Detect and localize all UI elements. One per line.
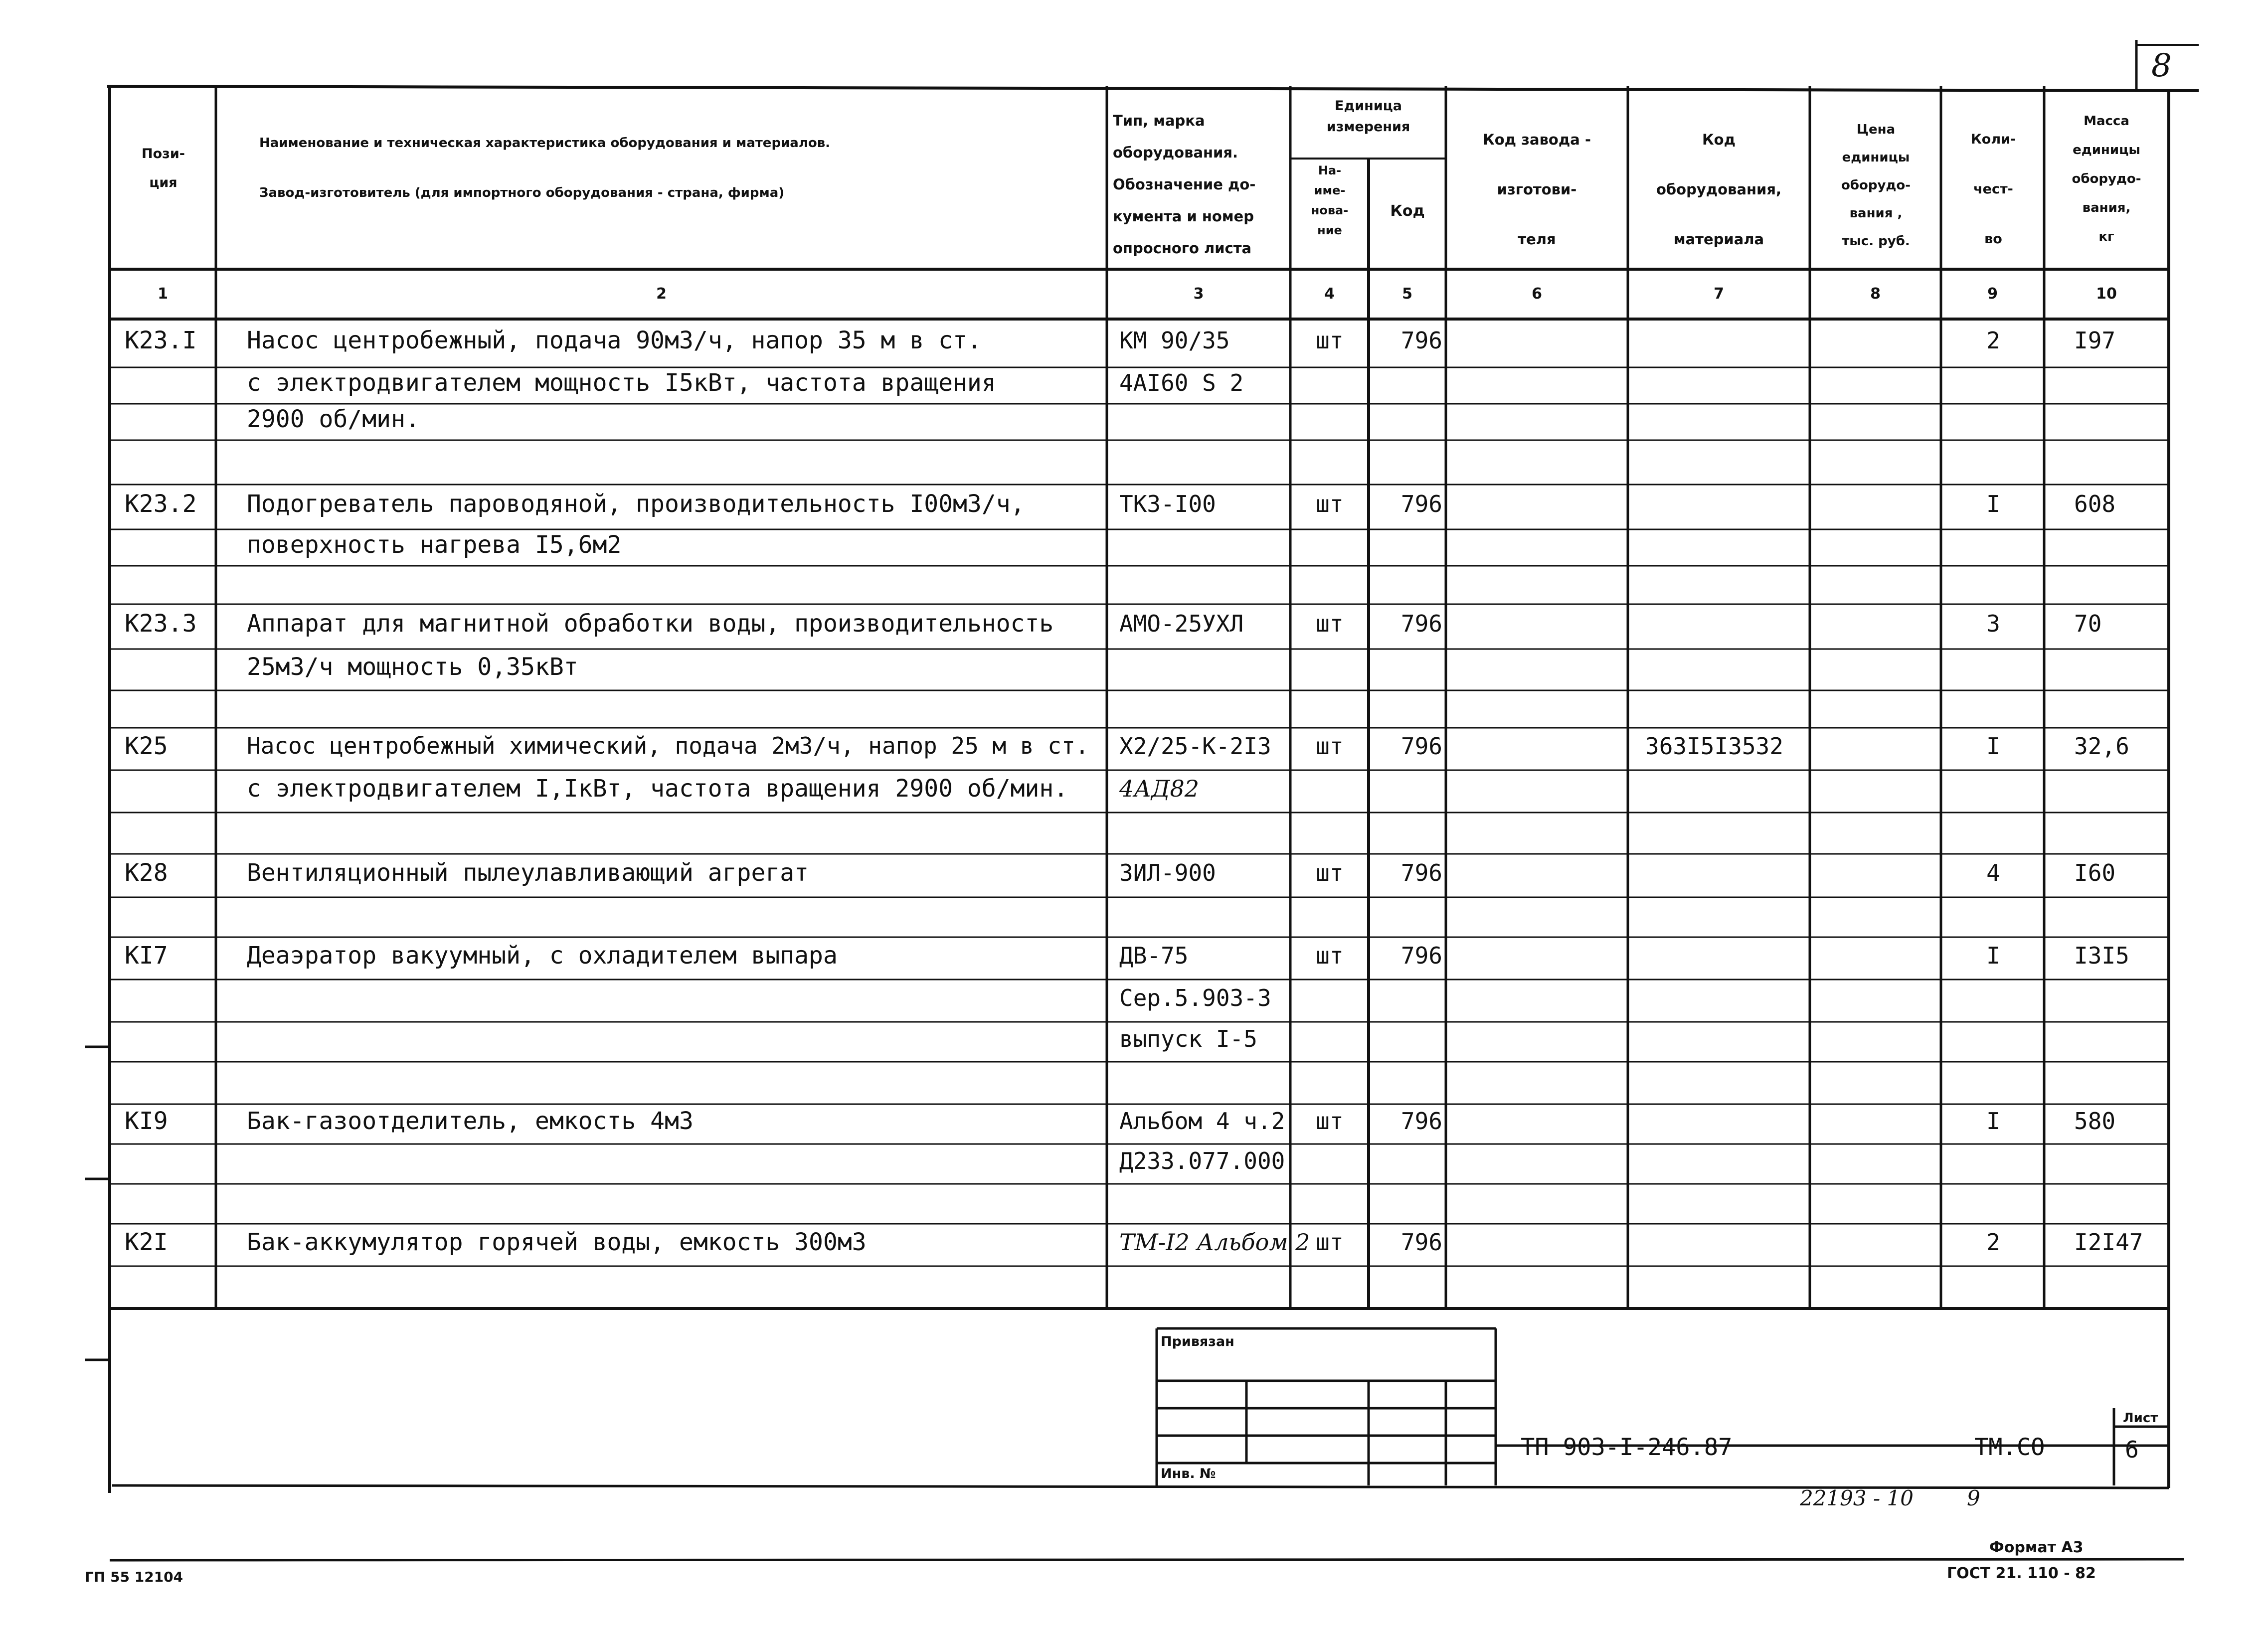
cell-pos: КI9 xyxy=(125,1107,168,1135)
cell-code: 796 xyxy=(1400,732,1442,760)
cell-qty: I xyxy=(1986,1108,2000,1135)
cell-mass: 70 xyxy=(2074,610,2102,637)
cell-pos: К25 xyxy=(125,732,168,760)
cell-unit: шт xyxy=(1316,732,1344,760)
cell-name: Деаэратор вакуумный, с охладителем выпара xyxy=(247,941,838,970)
column-number: 4 xyxy=(1324,285,1335,303)
cell-type: ДВ-75 xyxy=(1119,942,1189,969)
column-number: 6 xyxy=(1532,285,1542,303)
cell-name: Бак-аккумулятор горячей воды, емкость 300м3 xyxy=(247,1228,867,1256)
column-number: 7 xyxy=(1714,285,1724,303)
column-number: 3 xyxy=(1193,285,1204,303)
cell-type: Х2/25-К-2I3 xyxy=(1119,732,1271,760)
cell-mass: 608 xyxy=(2074,491,2116,517)
cell-qty: 3 xyxy=(1986,610,2000,637)
cell-mass: I2I47 xyxy=(2074,1228,2143,1256)
gp-number: ГП 55 12104 xyxy=(85,1569,183,1585)
column-number: 8 xyxy=(1870,285,1881,303)
column-number: 5 xyxy=(1402,285,1412,303)
cell-qty: 2 xyxy=(1986,1228,2000,1256)
cell-type: АМО-25УХЛ xyxy=(1119,610,1244,637)
stamp-document-code: ТП 903-I-246.87 xyxy=(1521,1434,1733,1461)
cell-type: Д233.077.000 xyxy=(1119,1147,1285,1174)
cell-pos: К23.2 xyxy=(125,490,197,518)
cell-code: 796 xyxy=(1400,1228,1442,1256)
column-number: 2 xyxy=(656,285,667,303)
cell-pos: К2I xyxy=(125,1228,168,1256)
cell-mass: I60 xyxy=(2074,859,2116,886)
stamp-inventory-number: Инв. № xyxy=(1161,1466,1216,1481)
cell-unit: шт xyxy=(1316,1108,1344,1135)
cell-type: КМ 90/35 xyxy=(1119,327,1230,354)
cell-qty: 4 xyxy=(1986,859,2000,886)
cell-name: 2900 об/мин. xyxy=(247,405,420,433)
page-number: 8 xyxy=(2151,47,2172,84)
cell-code: 796 xyxy=(1400,859,1442,886)
cell-type: Сер.5.903-3 xyxy=(1119,984,1271,1011)
cell-code: 796 xyxy=(1400,942,1442,969)
cell-mass: I97 xyxy=(2074,327,2116,354)
header-quantity: Коли- чест- во xyxy=(1970,132,2016,247)
cell-qty: I xyxy=(1986,491,2000,517)
cell-code: 796 xyxy=(1400,1108,1442,1135)
cell-name: с электродвигателем I,IкВт, частота вращения 2900 об/мин. xyxy=(247,774,1068,803)
cell-name: Бак-газоотделитель, емкость 4м3 xyxy=(247,1107,694,1135)
column-number: 1 xyxy=(158,285,168,303)
cell-code: 796 xyxy=(1400,610,1442,637)
cell-code: 796 xyxy=(1400,327,1442,354)
cell-type: 4АI60 S 2 xyxy=(1119,369,1244,396)
cell-pos: К23.I xyxy=(125,326,197,354)
archive-number: 22193 - 10 xyxy=(1800,1486,1914,1510)
cell-type: ЗИЛ-900 xyxy=(1119,859,1216,886)
cell-unit: шт xyxy=(1316,327,1344,354)
header-plant-code: Код завода - изготови- теля xyxy=(1483,131,1591,248)
cell-unit: шт xyxy=(1316,859,1344,886)
stamp-sheet-number: 6 xyxy=(2125,1436,2139,1463)
header-equipment-code: Код оборудования, материала xyxy=(1656,131,1782,248)
cell-name: Вентиляционный пылеулавливающий агрегат xyxy=(247,858,809,887)
header-position: Пози- ция xyxy=(142,146,185,190)
header-name: Наименование и техническая характеристика оборудования и материалов. Завод-изготовитель (для импортного оборудования - страна, фирма) xyxy=(259,136,831,200)
cell-name: 25м3/ч мощность 0,35кВт xyxy=(247,653,578,681)
cell-unit: шт xyxy=(1316,491,1344,517)
cell-name: поверхность нагрева I5,6м2 xyxy=(247,530,622,559)
cell-type: 4АД82 xyxy=(1119,775,1200,802)
cell-qty: I xyxy=(1986,732,2000,760)
column-number: 10 xyxy=(2096,285,2117,303)
header-price: Цена единицы оборудо- вания , тыс. руб. xyxy=(1841,122,1911,249)
cell-pos: КI7 xyxy=(125,941,168,970)
cell-name: Аппарат для магнитной обработки воды, производительность xyxy=(247,610,1054,638)
stamp-privyazan: Привязан xyxy=(1161,1334,1234,1349)
stamp-mark: ТМ.СО xyxy=(1974,1434,2045,1461)
header-unit-name: На- име- нова- ние xyxy=(1311,164,1349,237)
header-unit-code: Код xyxy=(1390,202,1425,220)
cell-name: Подогреватель пароводяной, производительность I00м3/ч, xyxy=(247,490,1025,518)
header-type: Тип, марка оборудования. Обозначение до- кумента и номер опросного листа xyxy=(1113,112,1256,257)
archive-page: 9 xyxy=(1967,1486,1980,1510)
cell-code: 796 xyxy=(1400,491,1442,517)
cell-mass: I3I5 xyxy=(2074,942,2129,969)
gost-reference: ГОСТ 21. 110 - 82 xyxy=(1947,1565,2096,1582)
cell-unit: шт xyxy=(1316,610,1344,637)
header-mass: Масса единицы оборудо- вания, кг xyxy=(2072,114,2141,244)
header-unit: Единица измерения xyxy=(1326,98,1410,135)
cell-mass: 32,6 xyxy=(2074,732,2129,760)
cell-pos: К28 xyxy=(125,858,168,887)
cell-name: с электродвигателем мощность I5кВт, частота вращения xyxy=(247,368,996,397)
cell-mass: 580 xyxy=(2074,1108,2116,1135)
cell-type: Альбом 4 ч.2 xyxy=(1119,1108,1285,1135)
stamp-sheet-label: Лист xyxy=(2123,1411,2158,1426)
cell-type: ТМ-I2 Альбом 2 xyxy=(1119,1228,1310,1256)
paper-format: Формат А3 xyxy=(1989,1539,2084,1556)
cell-unit: шт xyxy=(1316,1228,1344,1256)
cell-pos: К23.3 xyxy=(125,610,197,638)
cell-type: выпуск I-5 xyxy=(1119,1025,1257,1052)
cell-name: Насос центробежный химический, подача 2м3/ч, напор 25 м в ст. xyxy=(247,732,1089,759)
cell-qty: I xyxy=(1986,942,2000,969)
cell-equip: 363I5I3532 xyxy=(1645,732,1783,760)
column-number: 9 xyxy=(1987,285,1998,303)
cell-qty: 2 xyxy=(1986,327,2000,354)
cell-unit: шт xyxy=(1316,942,1344,969)
cell-name: Насос центробежный, подача 90м3/ч, напор 35 м в ст. xyxy=(247,326,982,354)
cell-type: ТКЗ-I00 xyxy=(1119,491,1216,517)
